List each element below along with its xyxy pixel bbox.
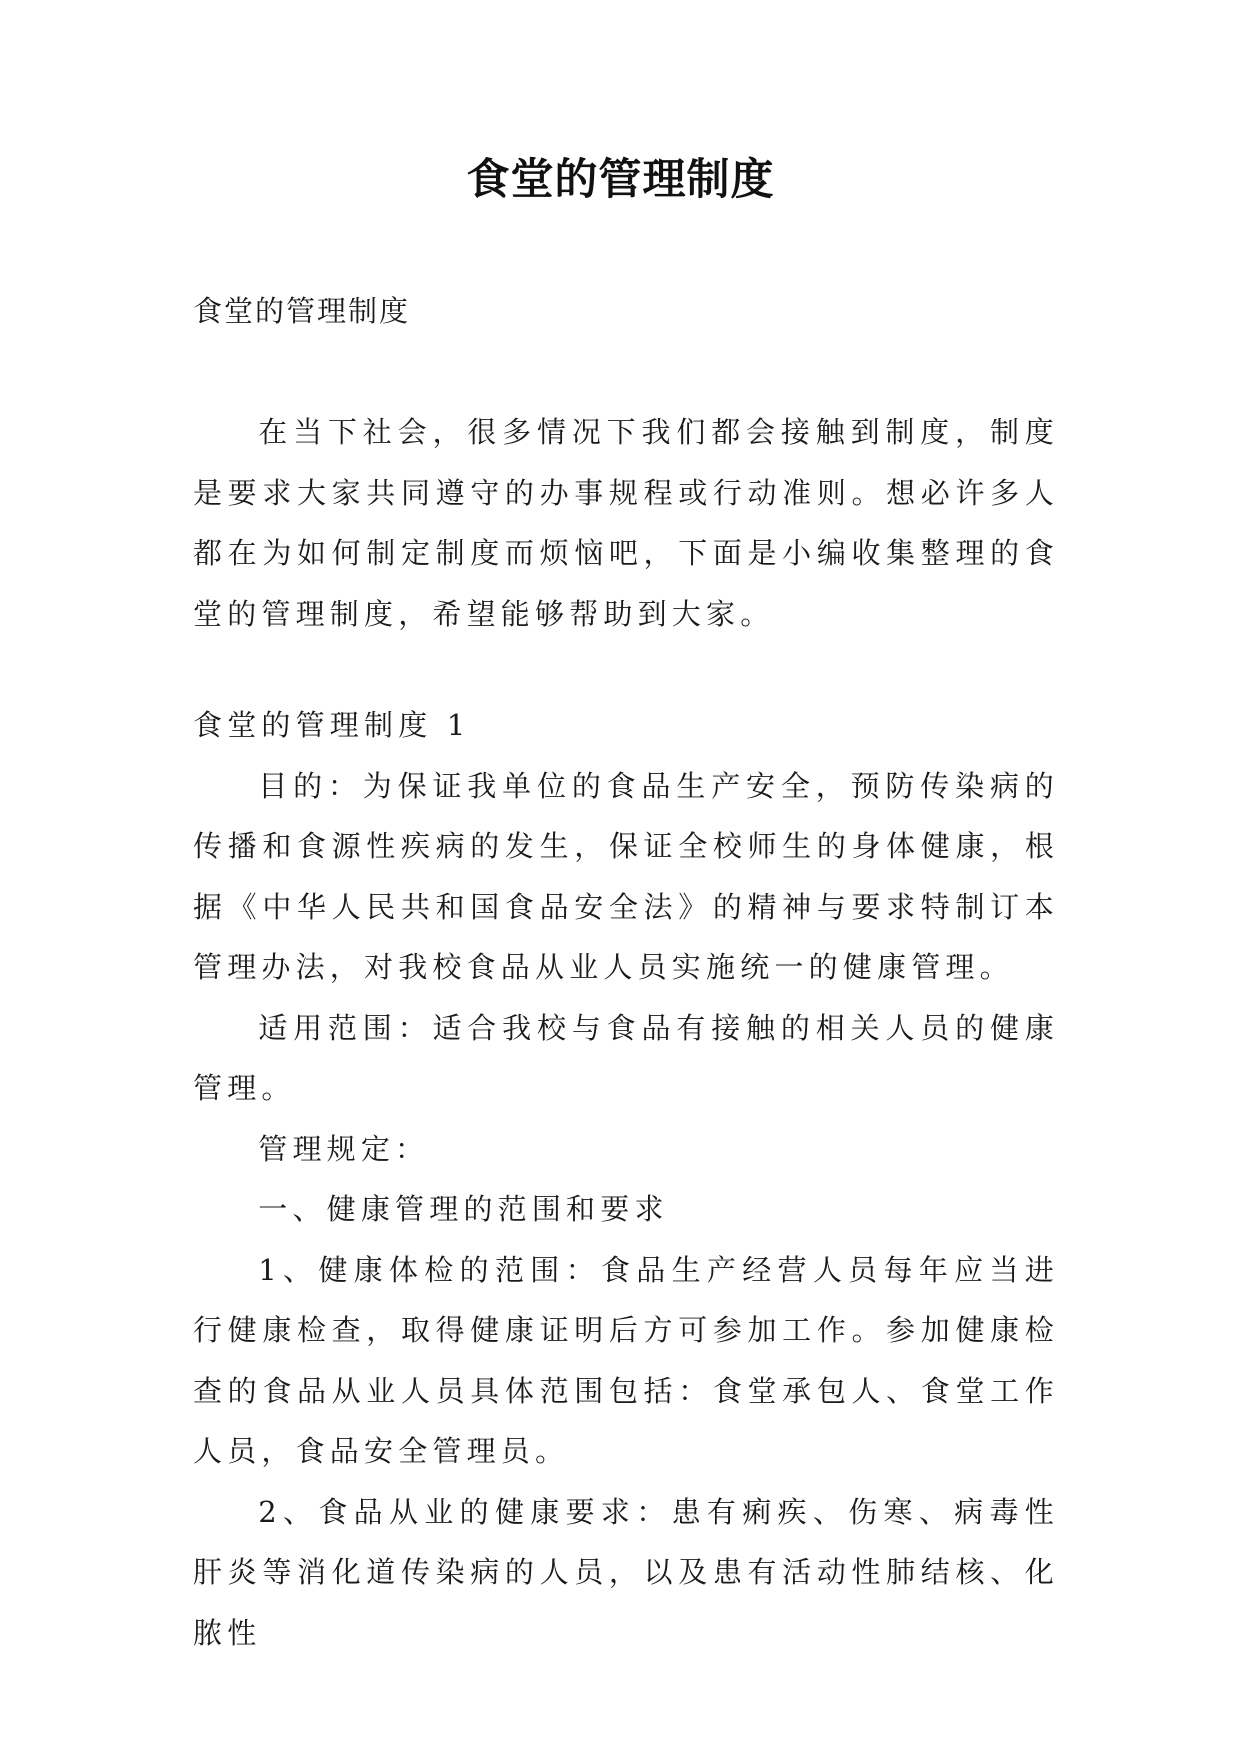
intro-section bbox=[193, 402, 1059, 644]
section-heading: 食堂的管理制度 1 bbox=[193, 708, 471, 742]
item-2-paragraph: 2、食品从业的健康要求：患有痢疾、伤寒、病毒性肝炎等消化道传染病的人员，以及患有活动性肺结核、化脓性 bbox=[193, 1494, 1059, 1650]
rules-label: 管理规定： bbox=[258, 1131, 430, 1166]
scope-paragraph: 适用范围：适合我校与食品有接触的相关人员的健康管理。 bbox=[193, 1010, 1059, 1105]
item-1-paragraph: 1、健康体检的范围：食品生产经营人员每年应当进行健康检查，取得健康证明后方可参加工作。参加健康检查的食品从业人员具体范围包括：食堂承包人、食堂工作人员，食品安全管理员。 bbox=[193, 1252, 1059, 1468]
document-title: 食堂的管理制度 bbox=[466, 155, 775, 205]
purpose-paragraph: 目的：为保证我单位的食品生产安全，预防传染病的传播和食源性疾病的发生，保证全校师生的身体健康，根据《中华人民共和国食品安全法》的精神与要求特制订本管理办法，对我校食品从业人员实施统一的健康管理。 bbox=[193, 768, 1059, 984]
section-1 bbox=[193, 695, 1059, 1663]
intro-paragraph: 在当下社会，很多情况下我们都会接触到制度，制度是要求大家共同遵守的办事规程或行动准则。想必许多人都在为如何制定制度而烦恼吧，下面是小编收集整理的食堂的管理制度，希望能够帮助到大家。 bbox=[193, 415, 1059, 631]
part1-heading: 一、健康管理的范围和要求 bbox=[258, 1192, 669, 1226]
document-subtitle: 食堂的管理制度 bbox=[193, 294, 411, 328]
